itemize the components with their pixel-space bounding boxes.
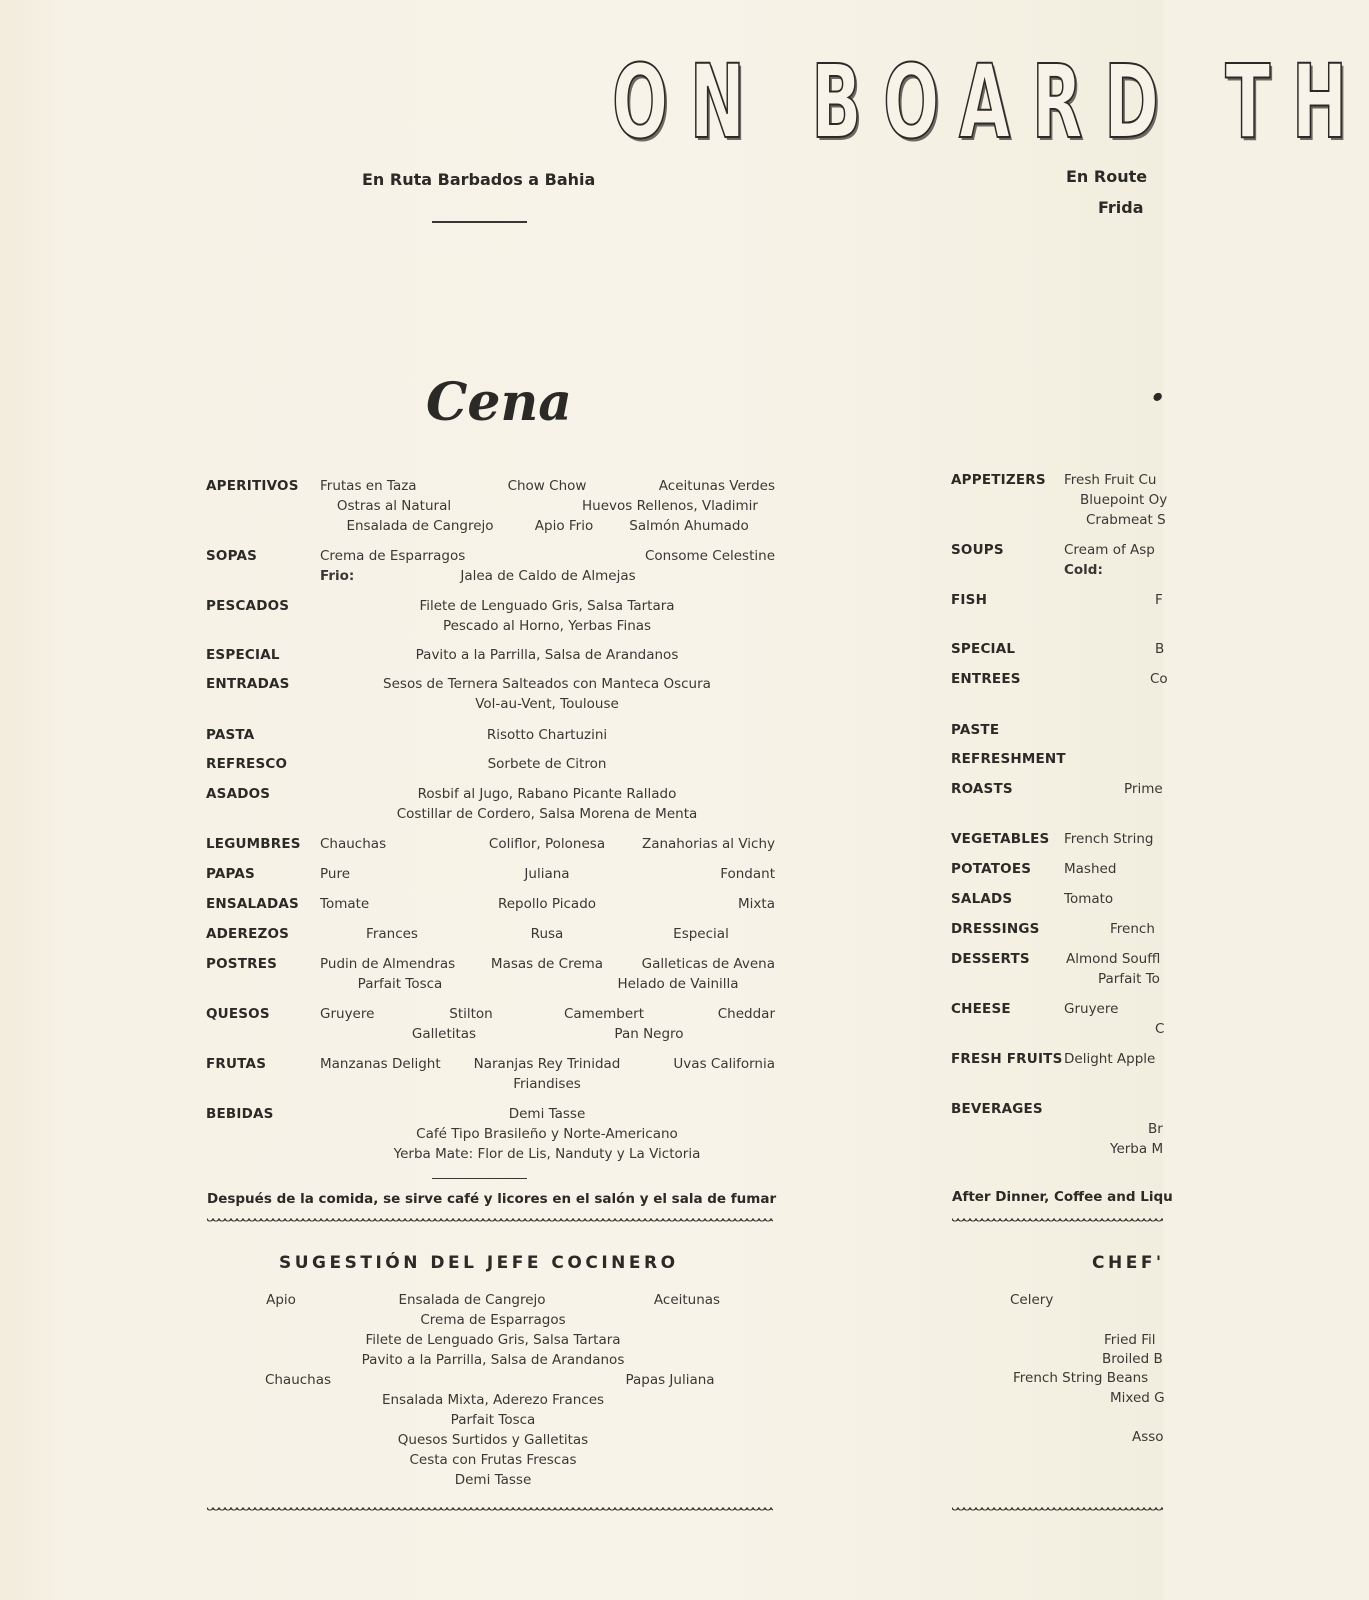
course-category: ENTRADAS — [206, 676, 290, 692]
menu-item: Pan Negro — [614, 1026, 684, 1042]
menu-item: Especial — [673, 926, 729, 942]
menu-item: Helado de Vainilla — [617, 976, 739, 992]
menu-item: Gruyere — [320, 1006, 375, 1022]
menu-item: Uvas California — [673, 1056, 775, 1072]
menu-item: Frances — [366, 926, 418, 942]
course-category-english: DESSERTS — [951, 951, 1030, 967]
menu-item: Zanahorias al Vichy — [641, 836, 775, 852]
menu-item: Galleticas de Avena — [641, 956, 775, 972]
menu-item-english-fragment: Tomato — [1064, 891, 1114, 907]
menu-item: Risotto Chartuzini — [486, 727, 608, 743]
menu-item: Tomate — [320, 896, 370, 912]
suggestion-item: Ensalada Mixta, Aderezo Frances — [381, 1392, 605, 1408]
suggestion-item: Aceitunas — [653, 1292, 721, 1308]
day-english-fragment: Frida — [1098, 198, 1144, 217]
course-category: ADEREZOS — [206, 926, 290, 942]
course-category-english: PASTE — [951, 722, 1000, 738]
menu-item-english-fragment: French String — [1064, 831, 1154, 847]
menu-item-english-fragment: Prime — [1124, 781, 1163, 797]
divider-rule — [432, 221, 527, 223]
menu-item-english-fragment: Bluepoint Oy — [1080, 492, 1168, 508]
menu-item: Frutas en Taza — [320, 478, 417, 494]
menu-title-english-fragment: · — [1150, 372, 1166, 423]
menu-item: Ostras al Natural — [336, 498, 452, 514]
menu-item-english-fragment: F — [1155, 592, 1163, 608]
menu-item: Pure — [320, 866, 351, 882]
course-category: POSTRES — [206, 956, 278, 972]
menu-item-label: Frio: — [320, 568, 355, 584]
course-category: SOPAS — [206, 548, 258, 564]
menu-item: Sorbete de Citron — [487, 756, 607, 772]
course-category: BEBIDAS — [206, 1106, 274, 1122]
wavy-divider-bottom — [207, 1503, 773, 1511]
menu-item: Cheddar — [717, 1006, 775, 1022]
suggestion-item-english-fragment: French String Beans — [1013, 1370, 1149, 1386]
suggestion-item: Chauchas — [264, 1372, 332, 1388]
route-spanish: En Ruta Barbados a Bahia — [362, 170, 596, 189]
menu-title-cena: Cena — [426, 372, 572, 433]
course-category-english: FISH — [951, 592, 988, 608]
menu-item-english-fragment: Yerba M — [1110, 1141, 1164, 1157]
menu-item: Vol-au-Vent, Toulouse — [475, 696, 619, 712]
course-category-english: POTATOES — [951, 861, 1032, 877]
suggestion-item: Papas Juliana — [625, 1372, 715, 1388]
menu-item: Filete de Lenguado Gris, Salsa Tartara — [419, 598, 675, 614]
menu-item-english-fragment: Almond Souffl — [1066, 951, 1161, 967]
menu-item: Sesos de Ternera Salteados con Manteca Oscura — [383, 676, 711, 692]
menu-item: Crema de Esparragos — [320, 548, 466, 564]
suggestion-item: Ensalada de Cangrejo — [398, 1292, 546, 1308]
course-category-english: FRESH FRUITS — [951, 1051, 1063, 1067]
menu-item: Café Tipo Brasileño y Norte-Americano — [416, 1126, 678, 1142]
headline: ON BOARD TH — [612, 43, 1369, 162]
menu-item-english-fragment: Parfait To — [1098, 971, 1160, 987]
course-category-english: VEGETABLES — [951, 831, 1050, 847]
course-category-english: ENTREES — [951, 671, 1021, 687]
suggestion-item-english-fragment: Asso — [1132, 1429, 1164, 1445]
chef-suggestion-title: SUGESTIÓN DEL JEFE COCINERO — [279, 1253, 679, 1273]
menu-item: Apio Frio — [534, 518, 594, 534]
menu-item-english-fragment: Br — [1148, 1121, 1163, 1137]
course-category: FRUTAS — [206, 1056, 267, 1072]
course-category: ASADOS — [206, 786, 271, 802]
menu-item: Rosbif al Jugo, Rabano Picante Rallado — [417, 786, 677, 802]
suggestion-item: Cesta con Frutas Frescas — [409, 1452, 577, 1468]
suggestion-item: Crema de Esparragos — [420, 1312, 566, 1328]
suggestion-item: Quesos Surtidos y Galletitas — [397, 1432, 589, 1448]
menu-item: Coliflor, Polonesa — [488, 836, 606, 852]
menu-item: Camembert — [563, 1006, 645, 1022]
menu-item-english-fragment: Delight Apple — [1064, 1051, 1156, 1067]
menu-item: Aceitunas Verdes — [658, 478, 775, 494]
after-dinner-note-english: After Dinner, Coffee and Liqu — [952, 1189, 1173, 1205]
menu-item: Yerba Mate: Flor de Lis, Nanduty y La Victoria — [393, 1146, 701, 1162]
route-english-fragment: En Route — [1066, 167, 1148, 186]
course-category: PASTA — [206, 727, 255, 743]
menu-item: Rusa — [530, 926, 564, 942]
menu-item: Jalea de Caldo de Almejas — [460, 568, 636, 584]
menu-item-english-fragment: Cream of Asp — [1064, 542, 1155, 558]
menu-item-english-fragment: Co — [1150, 671, 1168, 687]
menu-item: Consome Celestine — [644, 548, 775, 564]
menu-item: Juliana — [524, 866, 570, 882]
course-category-english: ROASTS — [951, 781, 1013, 797]
menu-item: Demi Tasse — [508, 1106, 586, 1122]
course-category: LEGUMBRES — [206, 836, 301, 852]
course-category: REFRESCO — [206, 756, 288, 772]
menu-item: Friandises — [513, 1076, 581, 1092]
suggestion-item: Filete de Lenguado Gris, Salsa Tartara — [365, 1332, 621, 1348]
suggestion-item-english-fragment: Fried Fil — [1104, 1332, 1156, 1348]
menu-item: Manzanas Delight — [320, 1056, 441, 1072]
menu-item: Fondant — [720, 866, 775, 882]
menu-item-english-fragment: C — [1155, 1021, 1165, 1037]
suggestion-item: Demi Tasse — [454, 1472, 532, 1488]
menu-item: Pescado al Horno, Yerbas Finas — [442, 618, 652, 634]
menu-item: Pavito a la Parrilla, Salsa de Arandanos — [415, 647, 679, 663]
divider-rule-short — [432, 1178, 527, 1179]
suggestion-item: Apio — [266, 1292, 296, 1308]
chef-suggestion-title-english: CHEF' — [1092, 1253, 1165, 1273]
after-dinner-note: Después de la comida, se sirve café y licores en el salón y el sala de fumar — [207, 1191, 777, 1207]
suggestion-item-english-fragment: Broiled B — [1102, 1351, 1163, 1367]
menu-item: Stilton — [449, 1006, 493, 1022]
menu-item: Mixta — [738, 896, 775, 912]
course-category-english: SALADS — [951, 891, 1013, 907]
menu-item: Repollo Picado — [497, 896, 597, 912]
wavy-divider-bottom-english — [952, 1503, 1163, 1511]
course-category-english: REFRESHMENT — [951, 751, 1066, 767]
menu-item: Salmón Ahumado — [629, 518, 749, 534]
course-category-english: SOUPS — [951, 542, 1004, 558]
menu-item-english-fragment: Mashed — [1064, 861, 1117, 877]
menu-item: Pudin de Almendras — [320, 956, 456, 972]
course-category-english: SPECIAL — [951, 641, 1016, 657]
suggestion-item-english-fragment: Mixed G — [1110, 1390, 1165, 1406]
menu-item: Costillar de Cordero, Salsa Morena de Menta — [396, 806, 698, 822]
wavy-divider — [207, 1214, 773, 1222]
menu-item-english-fragment: Cold: — [1064, 562, 1103, 578]
menu-item-english-fragment: French — [1110, 921, 1155, 937]
menu-item: Masas de Crema — [490, 956, 604, 972]
course-category-english: CHEESE — [951, 1001, 1011, 1017]
menu-item: Huevos Rellenos, Vladimir — [582, 498, 758, 514]
course-category: ESPECIAL — [206, 647, 280, 663]
course-category-english: BEVERAGES — [951, 1101, 1043, 1117]
suggestion-item: Parfait Tosca — [450, 1412, 536, 1428]
course-category: PESCADOS — [206, 598, 290, 614]
menu-item: Galletitas — [411, 1026, 477, 1042]
menu-item: Naranjas Rey Trinidad — [473, 1056, 621, 1072]
menu-item: Ensalada de Cangrejo — [346, 518, 494, 534]
suggestion-item: Pavito a la Parrilla, Salsa de Arandanos — [361, 1352, 625, 1368]
menu-item-english-fragment: Fresh Fruit Cu — [1064, 472, 1157, 488]
course-category: QUESOS — [206, 1006, 270, 1022]
suggestion-item-english-fragment: Celery — [1010, 1292, 1054, 1308]
course-category: PAPAS — [206, 866, 255, 882]
menu-item-english-fragment: B — [1155, 641, 1165, 657]
course-category-english: APPETIZERS — [951, 472, 1046, 488]
wavy-divider-english — [952, 1214, 1163, 1222]
menu-item-english-fragment: Gruyere — [1064, 1001, 1119, 1017]
menu-item: Chauchas — [320, 836, 387, 852]
menu-item: Chow Chow — [507, 478, 587, 494]
course-category: APERITIVOS — [206, 478, 299, 494]
menu-item-english-fragment: Crabmeat S — [1086, 512, 1166, 528]
course-category: ENSALADAS — [206, 896, 299, 912]
course-category-english: DRESSINGS — [951, 921, 1040, 937]
menu-item: Parfait Tosca — [357, 976, 443, 992]
